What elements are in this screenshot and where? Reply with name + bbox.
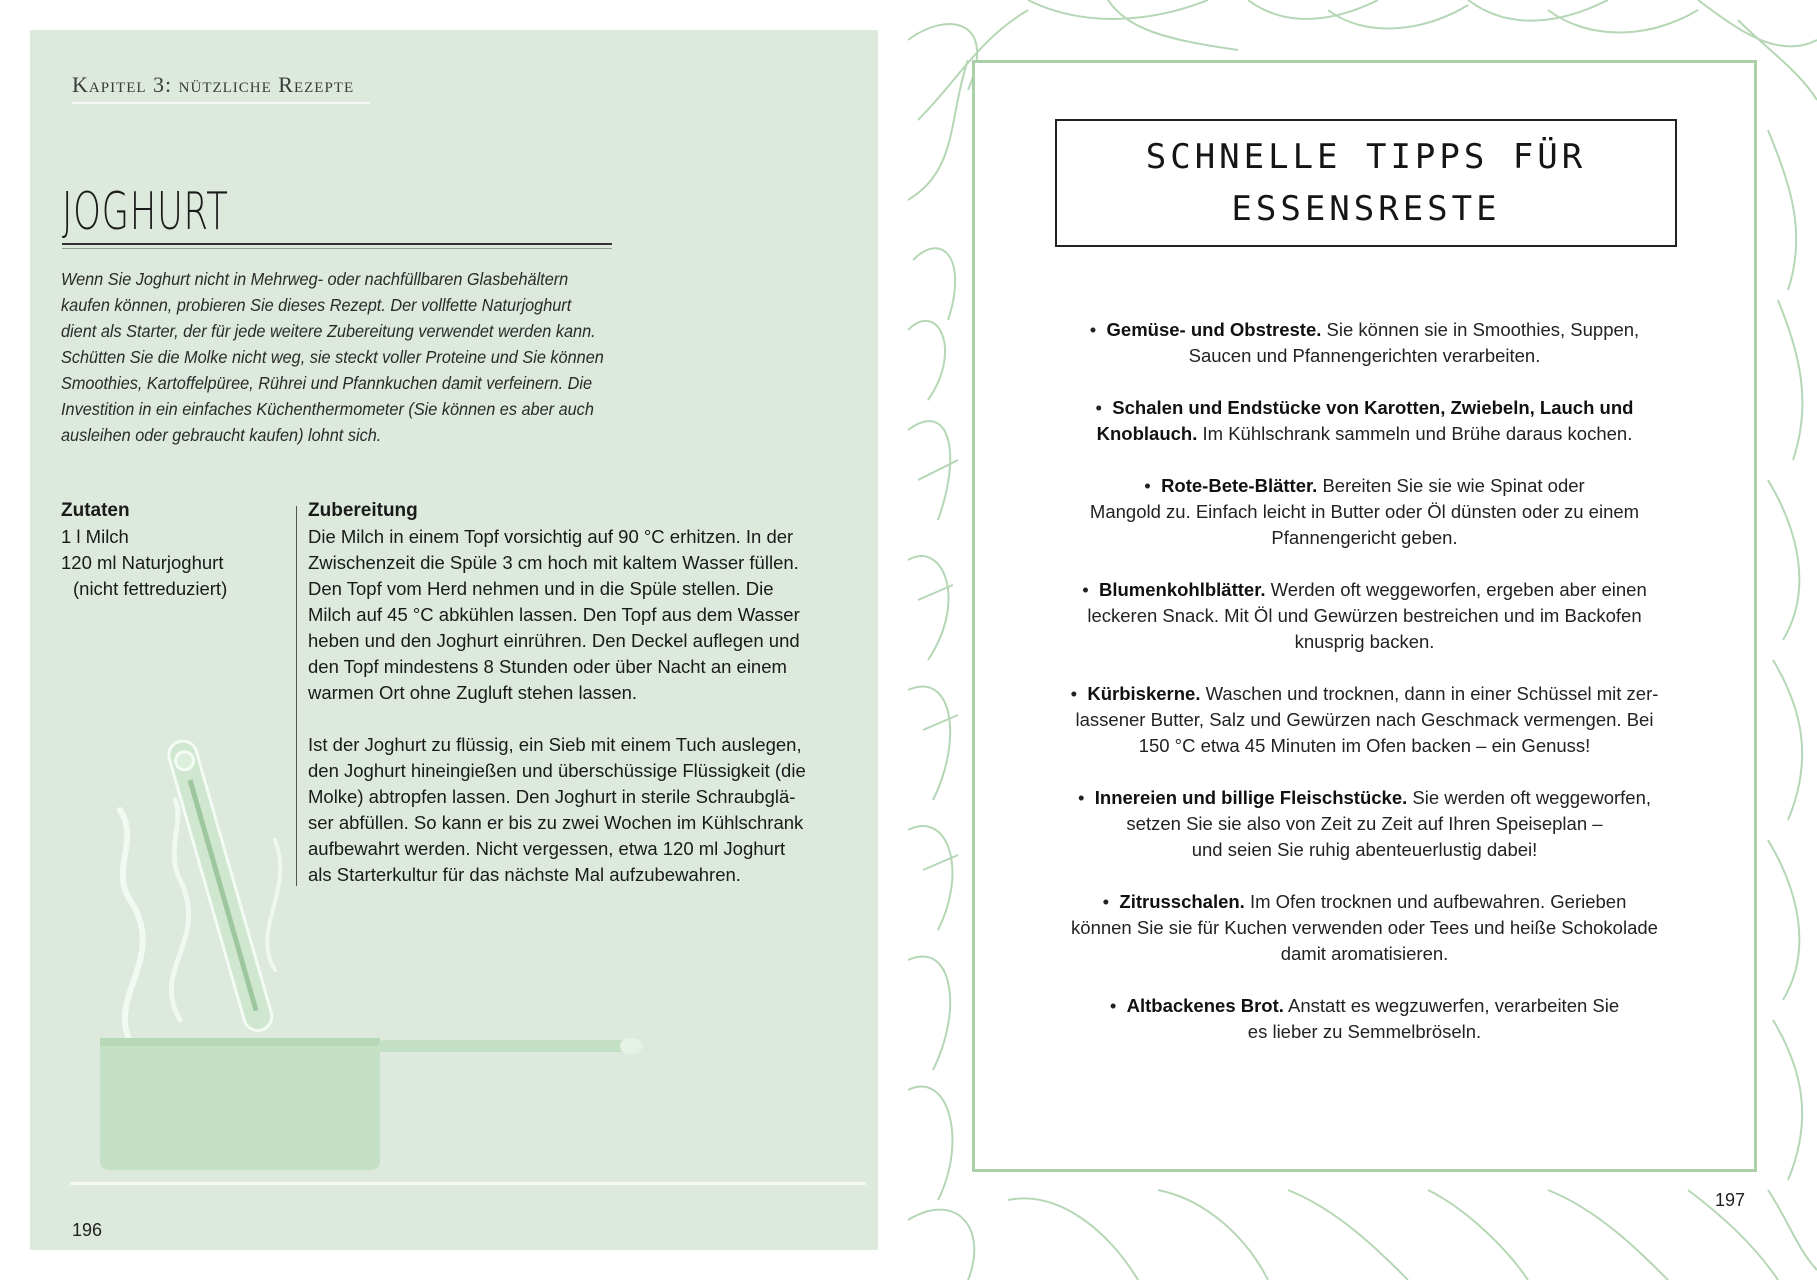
bullet: • (1102, 891, 1110, 912)
ingredient-note: (nicht fettreduziert) (73, 578, 228, 599)
intro-line: Smoothies, Kartoffelpüree, Rührei und Pfannkuchen damit verfeinern. Die (61, 373, 593, 393)
intro-line: Investition in ein einfaches Küchenthermometer (Sie können es aber auch (61, 399, 594, 419)
prep-line: als Starterkultur für das nächste Mal aufzubewahren. (308, 864, 741, 885)
tip-item (975, 473, 1754, 551)
bullet: • (1095, 397, 1103, 418)
recipe-intro (61, 266, 621, 448)
tip-text: Bereiten Sie sie wie Spinat oder (1317, 475, 1585, 496)
prep-line: Den Topf vom Herd nehmen und in die Spüle stellen. Die (308, 578, 774, 599)
tips-card (972, 60, 1757, 1172)
intro-line: ausleihen oder gebraucht kaufen) lohnt sich. (61, 425, 382, 445)
tip-line: 150 °C etwa 45 Minuten im Ofen backen – ein Genuss! (1138, 735, 1591, 756)
chapter-heading: Kapitel 3: nützliche Rezepte (72, 72, 355, 97)
bullet: • (1089, 319, 1097, 340)
preparation-paragraph-1 (308, 524, 828, 706)
tip-heading: Kürbiskerne. (1087, 683, 1201, 704)
tip-heading: Innereien und billige Fleischstücke. (1094, 787, 1408, 808)
tip-line: knusprig backen. (1294, 631, 1435, 652)
tip-item (975, 785, 1754, 863)
bullet: • (1070, 683, 1078, 704)
tip-heading: Zitrusschalen. (1119, 891, 1245, 912)
prep-line: ser abfüllen. So kann er bis zu zwei Wochen im Kühlschrank (308, 812, 804, 833)
prep-line: Zwischenzeit die Spüle 3 cm hoch mit kaltem Wasser füllen. (308, 552, 799, 573)
ingredients-list (61, 498, 281, 602)
left-page (30, 30, 878, 1250)
bullet: • (1144, 475, 1151, 496)
bullet: • (1077, 787, 1085, 808)
tip-line: setzen Sie sie also von Zeit zu Zeit auf Ihren Speiseplan – (1126, 813, 1603, 834)
saucepan-thermometer-illustration (60, 720, 660, 1200)
tip-text: Sie werden oft weggeworfen, (1407, 787, 1652, 808)
tip-line: Mangold zu. Einfach leicht in Butter oder Öl dünsten oder zu einem (1089, 501, 1640, 522)
footer-rule (70, 1182, 866, 1185)
tip-item (975, 993, 1754, 1045)
tip-heading: Gemüse- und Obstreste. (1106, 319, 1322, 340)
tip-line: es lieber zu Semmelbröseln. (1247, 1021, 1482, 1042)
prep-line: den Topf mindestens 8 Stunden oder über Nacht an einem (308, 656, 787, 677)
prep-line: Ist der Joghurt zu flüssig, ein Sieb mit einem Tuch auslegen, (308, 734, 802, 755)
tips-title-box (1055, 119, 1677, 247)
ingredient-item: 1 l Milch (61, 526, 129, 547)
tip-item (975, 889, 1754, 967)
tip-item (975, 395, 1754, 447)
tip-heading: Altbackenes Brot. (1126, 995, 1284, 1016)
tip-line: leckeren Snack. Mit Öl und Gewürzen bestreichen und im Backofen (1087, 605, 1642, 626)
page-number-right: 197 (1715, 1190, 1746, 1210)
tip-line: können Sie sie für Kuchen verwenden oder Tees und heiße Schokolade (1071, 917, 1658, 938)
tips-list (975, 317, 1754, 1071)
tips-title-line-1: SCHNELLE TIPPS FÜR (1145, 137, 1587, 177)
tip-line: Saucen und Pfannengerichten verarbeiten. (1188, 345, 1541, 366)
tips-title-line-2: ESSENSRESTE (1231, 189, 1501, 229)
tip-item (975, 681, 1754, 759)
tip-text: Im Kühlschrank sammeln und Brühe daraus kochen. (1197, 423, 1633, 444)
tip-heading: Blumenkohlblätter. (1099, 579, 1266, 600)
prep-line: Molke) abtropfen lassen. Den Joghurt in sterile Schraubglä- (308, 786, 796, 807)
tip-text: Werden oft weggeworfen, ergeben aber einen (1265, 579, 1647, 600)
tip-line: und seien Sie ruhig abenteuerlustig dabei! (1191, 839, 1538, 860)
prep-line: den Joghurt hineingießen und überschüssige Flüssigkeit (die (308, 760, 806, 781)
prep-line: Milch auf 45 °C abkühlen lassen. Den Topf aus dem Wasser (308, 604, 800, 625)
tip-text: Anstatt es wegzuwerfen, verarbeiten Sie (1283, 995, 1620, 1016)
chapter-rule (72, 102, 370, 104)
bullet: • (1082, 579, 1089, 600)
intro-line: kaufen können, probieren Sie dieses Rezept. Der vollfette Naturjoghurt (61, 295, 572, 315)
tip-heading: Rote-Bete-Blätter. (1161, 475, 1318, 496)
ingredient-item: 120 ml Naturjoghurt (61, 552, 224, 573)
tip-text: Im Ofen trocknen und aufbewahren. Gerieben (1244, 891, 1627, 912)
prep-line: Die Milch in einem Topf vorsichtig auf 90 °C erhitzen. In der (308, 526, 794, 547)
tip-line: damit aromatisieren. (1280, 943, 1449, 964)
tip-text: Waschen und trocknen, dann in einer Schüssel mit zer- (1200, 683, 1659, 704)
prep-line: aufbewahrt werden. Nicht vergessen, etwa 120 ml Joghurt (308, 838, 786, 859)
intro-line: Wenn Sie Joghurt nicht in Mehrweg- oder nachfüllbaren Glasbehältern (61, 269, 569, 289)
recipe-title: JOGHURT (62, 182, 229, 242)
tip-line: Pfannengericht geben. (1271, 527, 1458, 548)
prep-line: heben und den Joghurt einrühren. Den Deckel auflegen und (308, 630, 800, 651)
prep-line: warmen Ort ohne Zugluft stehen lassen. (308, 682, 638, 703)
preparation-heading: Zubereitung (308, 500, 418, 521)
tips-title (1106, 131, 1626, 235)
tip-line: lassener Butter, Salz und Gewürzen nach Geschmack vermengen. Bei (1075, 709, 1654, 730)
tip-item (975, 577, 1754, 655)
ingredients-heading: Zutaten (61, 500, 130, 521)
tip-item (975, 317, 1754, 369)
title-rule-shadow (62, 248, 612, 249)
tip-heading-cont: Knoblauch. (1096, 423, 1198, 444)
tip-text: Sie können sie in Smoothies, Suppen, (1321, 319, 1640, 340)
intro-line: Schütten Sie die Molke nicht weg, sie steckt voller Proteine und Sie können (61, 347, 604, 367)
tip-heading: Schalen und Endstücke von Karotten, Zwiebeln, Lauch und (1112, 397, 1634, 418)
bullet: • (1109, 995, 1117, 1016)
title-rule (62, 243, 612, 245)
page-number-left: 196 (72, 1220, 103, 1240)
intro-line: dient als Starter, der für jede weitere Zubereitung verwendet werden kann. (61, 321, 596, 341)
